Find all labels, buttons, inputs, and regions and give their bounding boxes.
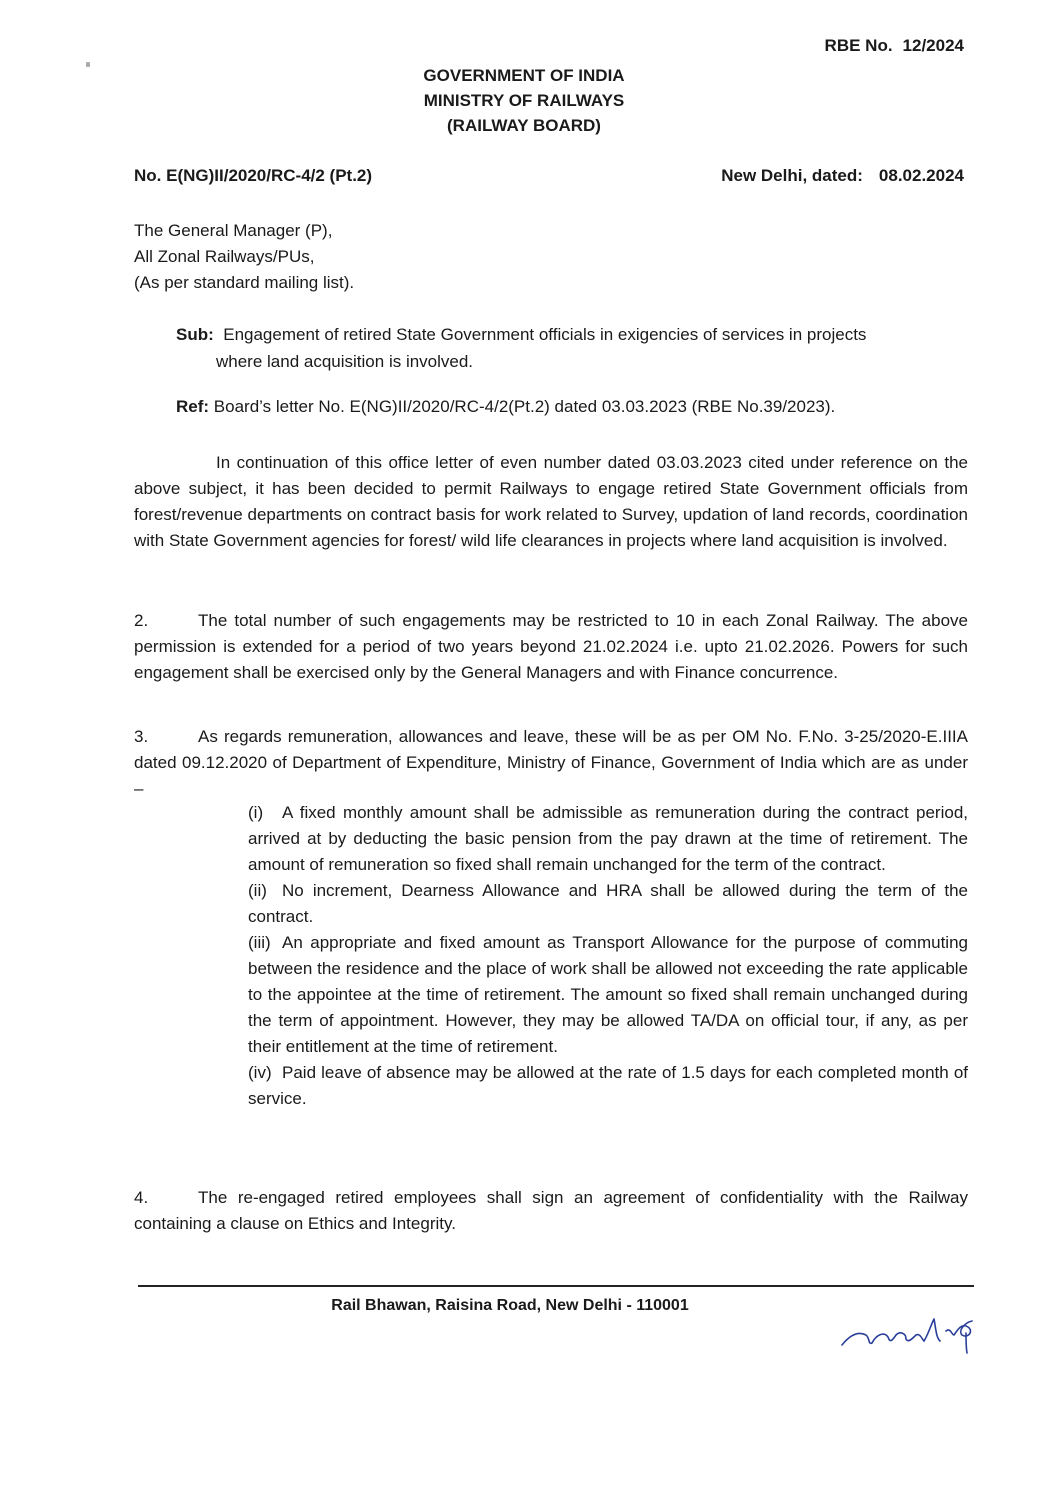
paragraph-2 xyxy=(134,608,968,686)
rbe-number xyxy=(825,36,964,56)
condition-text: No increment, Dearness Allowance and HRA shall be allowed during the term of the contract. xyxy=(248,881,968,926)
paragraph-number: 2. xyxy=(134,611,149,630)
rbe-value: 12/2024 xyxy=(902,36,964,55)
letterhead-government: GOVERNMENT OF INDIA xyxy=(423,66,625,85)
paragraph-3 xyxy=(134,724,968,802)
condition-item xyxy=(248,930,968,1060)
condition-number: (i) xyxy=(248,803,264,822)
condition-number: (iii) xyxy=(248,933,271,952)
letterhead xyxy=(0,63,1058,138)
dateline xyxy=(721,166,964,186)
condition-number: (iv) xyxy=(248,1063,272,1082)
conditions-list xyxy=(248,800,968,1112)
addressee-line: (As per standard mailing list). xyxy=(134,273,355,292)
addressee-line: All Zonal Railways/PUs, xyxy=(134,247,315,266)
footer-address-text: Rail Bhawan, Raisina Road, New Delhi - 110001 xyxy=(331,1297,689,1314)
paragraph-number: 4. xyxy=(134,1188,149,1207)
letterhead-ministry: MINISTRY OF RAILWAYS xyxy=(423,91,625,110)
footer-divider xyxy=(138,1285,974,1287)
condition-item xyxy=(248,800,968,878)
subject-text-2: where land acquisition is involved. xyxy=(216,352,474,371)
condition-number: (ii) xyxy=(248,881,267,900)
letterhead-board: (RAILWAY BOARD) xyxy=(447,116,601,135)
subject-label: Sub: xyxy=(176,325,214,344)
addressee-line: The General Manager (P), xyxy=(134,221,333,240)
dated-label: New Delhi, dated: xyxy=(721,166,863,185)
subject-text-1: Engagement of retired State Government officials in exigencies of services in projects xyxy=(223,325,867,344)
addressee-block xyxy=(134,218,354,296)
paragraph-1: In continuation of this office letter of even number dated 03.03.2023 cited under reference on the above subject, it has been decided to permit Railways to engage retired State Government officials from forest/revenue departments on contract basis for work related to Survey, updation of land records, coordination with State Government agencies for forest/ wild life clearances in projects where land acquisition is involved. xyxy=(134,453,968,550)
paragraph-text: As regards remuneration, allowances and leave, these will be as per OM No. F.No. 3-25/2020-E.IIIA dated 09.12.2020 of Department of Expenditure, Ministry of Finance, Government of India which are as under – xyxy=(134,727,968,798)
signature-stroke xyxy=(842,1319,972,1353)
paragraph-text: The total number of such engagements may be restricted to 10 in each Zonal Railway. The above permission is extended for a period of two years beyond 21.02.2024 i.e. upto 21.02.2026. Powers for such engagement shall be exercised only by the General Managers and with Finance concurrence. xyxy=(134,611,968,682)
condition-text: A fixed monthly amount shall be admissible as remuneration during the contract period, arrived at by deducting the basic pension from the pay drawn at the time of retirement. The amount of remuneration so fixed shall remain unchanged for the term of the contract. xyxy=(248,803,968,874)
condition-text: Paid leave of absence may be allowed at the rate of 1.5 days for each completed month of service. xyxy=(248,1063,968,1108)
reference-text: Board’s letter No. E(NG)II/2020/RC-4/2(Pt.2) dated 03.03.2023 (RBE No.39/2023). xyxy=(213,397,836,416)
paragraph-number: 3. xyxy=(134,727,149,746)
reference-block xyxy=(176,397,835,417)
rbe-label: RBE No. xyxy=(824,36,893,55)
paragraph-text: The re-engaged retired employees shall sign an agreement of confidentiality with the Railway containing a clause on Ethics and Integrity. xyxy=(134,1188,968,1233)
subject-block xyxy=(176,321,966,375)
condition-text: An appropriate and fixed amount as Transport Allowance for the purpose of commuting between the residence and the place of work shall be allowed not exceeding the rate applicable to the appointee at the time of retirement. The amount so fixed shall remain unchanged during the term of appointment. However, they may be allowed TA/DA on official tour, if any, as per their entitlement at the time of retirement. xyxy=(248,933,968,1056)
condition-item xyxy=(248,1060,968,1112)
file-number: No. E(NG)II/2020/RC-4/2 (Pt.2) xyxy=(134,166,373,185)
condition-item xyxy=(248,878,968,930)
reference-label: Ref: xyxy=(176,397,210,416)
letter-date: 08.02.2024 xyxy=(878,166,964,185)
signature-icon xyxy=(836,1305,1016,1355)
paragraph-4 xyxy=(134,1185,968,1237)
